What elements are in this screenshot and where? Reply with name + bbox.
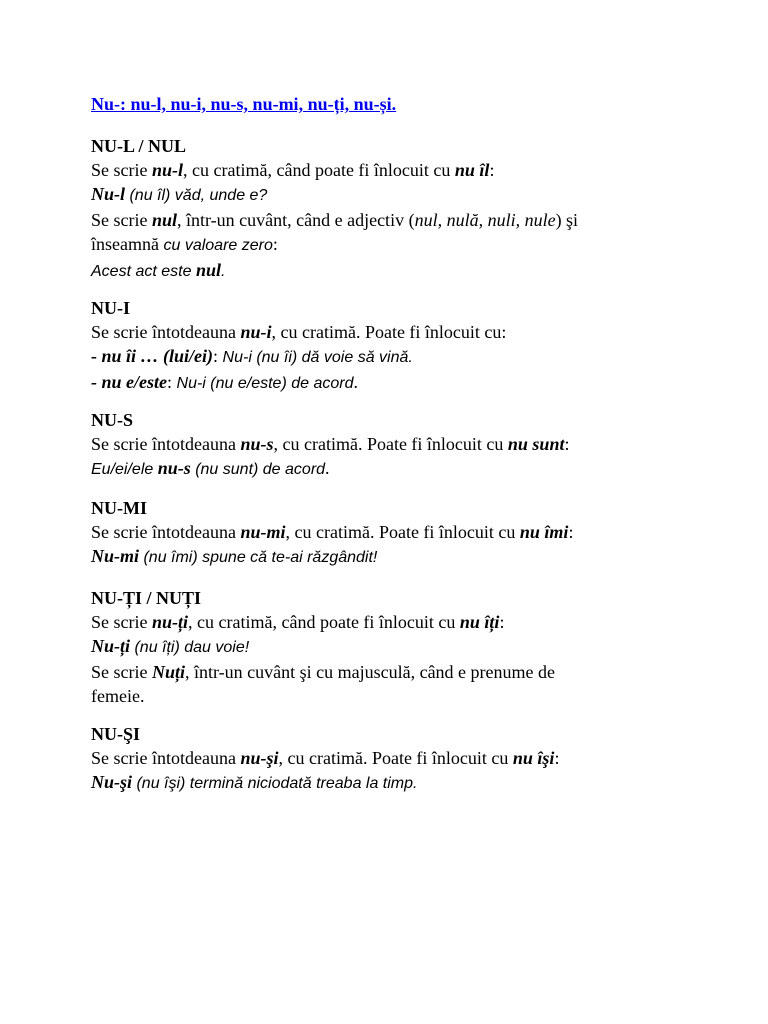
text: Se scrie întotdeauna <box>91 322 241 342</box>
term: nu îți <box>459 612 500 632</box>
section-nu-s <box>91 408 731 482</box>
term: Nu-l <box>91 184 126 204</box>
text: Se scrie <box>91 662 152 682</box>
term: - nu îi … (lui/ei) <box>91 346 214 366</box>
example-line <box>91 258 731 284</box>
term: nul <box>151 210 178 230</box>
term: nu-şi <box>240 748 279 768</box>
section-heading: NU-MI <box>91 498 147 518</box>
rule-line: femeie. <box>91 686 145 706</box>
text: : <box>568 522 574 542</box>
text: : <box>167 372 177 392</box>
section-heading: NU-ȚI / NUȚI <box>91 588 202 608</box>
example-text: (nu îți) dau voie! <box>130 639 250 656</box>
section-nu-ti <box>91 586 731 708</box>
term: nu sunt <box>507 434 565 454</box>
term: nu-s <box>157 458 191 478</box>
term: Nu-ți <box>91 636 131 656</box>
example-line <box>91 634 731 660</box>
rule-line <box>91 320 731 344</box>
text: . <box>353 372 358 392</box>
forms: nul, nulă, nuli, nule <box>414 210 556 230</box>
text: Se scrie întotdeauna <box>91 522 241 542</box>
term: Nuți <box>151 662 185 682</box>
title-link[interactable]: Nu-: nu-l, nu-i, nu-s, nu-mi, nu-ți, nu-și. <box>91 94 397 114</box>
text: Se scrie întotdeauna <box>91 434 241 454</box>
meaning: cu valoare zero <box>163 237 273 254</box>
term: nu-s <box>240 434 274 454</box>
term: nu-mi <box>240 522 286 542</box>
example-line <box>91 456 731 482</box>
text: înseamnă <box>91 234 164 254</box>
term: nul <box>195 260 221 280</box>
term: nu-l <box>151 160 184 180</box>
text: : <box>213 346 223 366</box>
text: : <box>272 234 278 254</box>
rule-line <box>91 660 731 684</box>
example-text: (nu îl) văd, unde e? <box>125 187 268 204</box>
text: , cu cratimă, când poate fi înlocuit cu <box>183 160 455 180</box>
example-line <box>91 182 731 208</box>
term: nu îl <box>454 160 490 180</box>
example-text: (nu îşi) termină niciodată treaba la timp. <box>132 775 418 792</box>
example-text: Nu-i (nu e/este) de acord <box>176 375 354 392</box>
example-text: Eu/ei/ele <box>91 461 158 478</box>
text: , cu cratimă. Poate fi înlocuit cu <box>273 434 508 454</box>
text: , cu cratimă. Poate fi înlocuit cu <box>278 748 513 768</box>
text: . <box>325 458 330 478</box>
example-text: Acest act este <box>91 263 196 280</box>
term: nu-ți <box>151 612 189 632</box>
section-heading: NU-L / NUL <box>91 136 187 156</box>
term: Nu-mi <box>91 546 140 566</box>
rule-line <box>91 158 731 182</box>
example-line <box>91 770 731 796</box>
text: Se scrie <box>91 210 152 230</box>
term: - nu e/este <box>91 372 167 392</box>
term: nu îşi <box>512 748 555 768</box>
rule-line <box>91 520 731 544</box>
text: , într-un cuvânt şi cu majusculă, când e prenume de <box>185 662 556 682</box>
section-heading: NU-I <box>91 298 130 318</box>
example-line <box>91 344 731 370</box>
text: , într-un cuvânt, când e adjectiv ( <box>177 210 415 230</box>
text: : <box>489 160 495 180</box>
text: Se scrie <box>91 160 152 180</box>
text: : <box>564 434 570 454</box>
rule-line <box>91 432 731 456</box>
example-text: Nu-i (nu îi) dă voie să vină. <box>222 349 413 366</box>
text: , cu cratimă. Poate fi înlocuit cu <box>285 522 520 542</box>
rule-line <box>91 746 731 770</box>
section-nu-mi <box>91 496 731 570</box>
section-nul <box>91 134 731 284</box>
text: , cu cratimă, când poate fi înlocuit cu <box>188 612 460 632</box>
section-nu-i <box>91 296 731 396</box>
term: nu-i <box>240 322 272 342</box>
rule-line <box>91 232 731 258</box>
rule-line <box>91 208 731 232</box>
text: : <box>554 748 560 768</box>
rule-line <box>91 610 731 634</box>
term: nu îmi <box>519 522 569 542</box>
example-text: (nu sunt) de acord <box>190 461 326 478</box>
text: , cu cratimă. Poate fi înlocuit cu: <box>271 322 507 342</box>
text: Se scrie întotdeauna <box>91 748 241 768</box>
section-heading: NU-ŞI <box>91 724 141 744</box>
example-text: . <box>220 263 226 280</box>
section-nu-si <box>91 722 731 796</box>
section-heading: NU-S <box>91 410 134 430</box>
text: Se scrie <box>91 612 152 632</box>
example-line <box>91 370 731 396</box>
term: Nu-şi <box>91 772 133 792</box>
example-text: (nu îmi) spune că te-ai răzgândit! <box>139 549 378 566</box>
text: ) şi <box>555 210 579 230</box>
example-line <box>91 544 731 570</box>
text: : <box>499 612 505 632</box>
